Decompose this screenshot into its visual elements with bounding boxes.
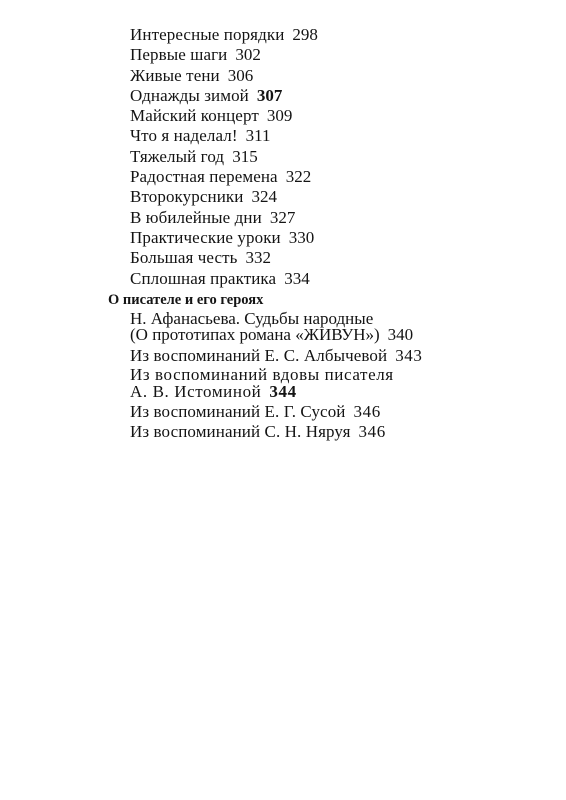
toc-entry-page: 322 bbox=[285, 167, 312, 187]
toc-entry-page: 332 bbox=[245, 248, 272, 268]
toc-entry-title: Второкурсники bbox=[130, 187, 244, 207]
toc-entry-title-line2: (О прототипах романа «ЖИВУН») bbox=[130, 325, 380, 345]
toc-entry-title: Первые шаги bbox=[130, 45, 228, 65]
toc-entry-page: 324 bbox=[251, 187, 277, 207]
toc-entry-title: Из воспоминаний Е. Г. Сусой bbox=[130, 402, 346, 422]
toc-entry-page: 346 bbox=[358, 422, 386, 442]
toc-entry bbox=[130, 228, 566, 248]
toc-entry-page: 302 bbox=[235, 45, 261, 65]
toc-entry-page: 346 bbox=[353, 402, 381, 422]
toc-entry-title: Интересные порядки bbox=[130, 25, 285, 44]
toc-entry bbox=[130, 402, 566, 422]
toc-entry-page: 343 bbox=[395, 345, 423, 365]
toc-entry-page: 344 bbox=[269, 381, 297, 401]
toc-entry bbox=[130, 187, 566, 207]
toc-entry bbox=[130, 269, 566, 289]
toc-entry bbox=[130, 66, 566, 86]
toc-entry-page: 315 bbox=[232, 146, 258, 166]
toc-entry-title: Тяжелый год bbox=[130, 146, 225, 166]
toc-entry-title: Из воспоминаний Е. С. Албычевой bbox=[130, 345, 388, 365]
toc-entry-title-line1: Из воспоминаний вдовы писателя bbox=[130, 365, 394, 385]
toc-entry-title: Радостная перемена bbox=[130, 167, 278, 187]
toc-entry bbox=[130, 147, 566, 167]
toc-entry-page: 340 bbox=[387, 325, 414, 345]
toc-entry-title-line2: А. В. Истоминой bbox=[130, 381, 262, 401]
toc-entry bbox=[130, 422, 566, 442]
toc-entry-title-line1: Н. Афанасьева. Судьбы народные bbox=[130, 308, 374, 328]
toc-entry-title: Живые тени bbox=[130, 65, 220, 85]
toc-entry bbox=[130, 208, 566, 228]
toc-entry-title: Однажды зимой bbox=[130, 85, 249, 105]
toc-entry-page: 327 bbox=[269, 207, 296, 227]
toc-entry bbox=[130, 367, 566, 400]
toc-entry-page: 334 bbox=[284, 268, 310, 288]
toc-entry bbox=[130, 106, 566, 126]
toc-entry-title: Практические уроки bbox=[130, 227, 281, 247]
toc-entry bbox=[130, 45, 566, 65]
toc-entry bbox=[130, 126, 566, 146]
toc-entry bbox=[130, 167, 566, 187]
toc-entry-page: 298 bbox=[292, 25, 318, 44]
toc-entry-title: Что я наделал! bbox=[130, 126, 238, 146]
toc-entry-title: В юбилейные дни bbox=[130, 207, 262, 227]
toc-entry bbox=[130, 308, 566, 345]
table-of-contents bbox=[0, 25, 566, 443]
toc-entry-title: Майский концерт bbox=[130, 106, 259, 126]
toc-entry bbox=[130, 248, 566, 268]
toc-entry-page: 307 bbox=[256, 85, 283, 105]
toc-entry-page: 309 bbox=[266, 106, 293, 126]
section-heading: О писателе и его героях bbox=[108, 291, 264, 308]
toc-entry bbox=[130, 25, 566, 45]
toc-entry-title: Из воспоминаний С. Н. Няруя bbox=[130, 422, 351, 442]
toc-entry bbox=[130, 86, 566, 106]
toc-entry-page: 330 bbox=[288, 227, 315, 247]
toc-entry-title: Большая честь bbox=[130, 248, 238, 268]
toc-entry bbox=[130, 346, 566, 366]
toc-entry-page: 306 bbox=[227, 65, 254, 85]
toc-entry-page: 311 bbox=[245, 126, 271, 146]
toc-entry-title: Сплошная практика bbox=[130, 268, 277, 288]
